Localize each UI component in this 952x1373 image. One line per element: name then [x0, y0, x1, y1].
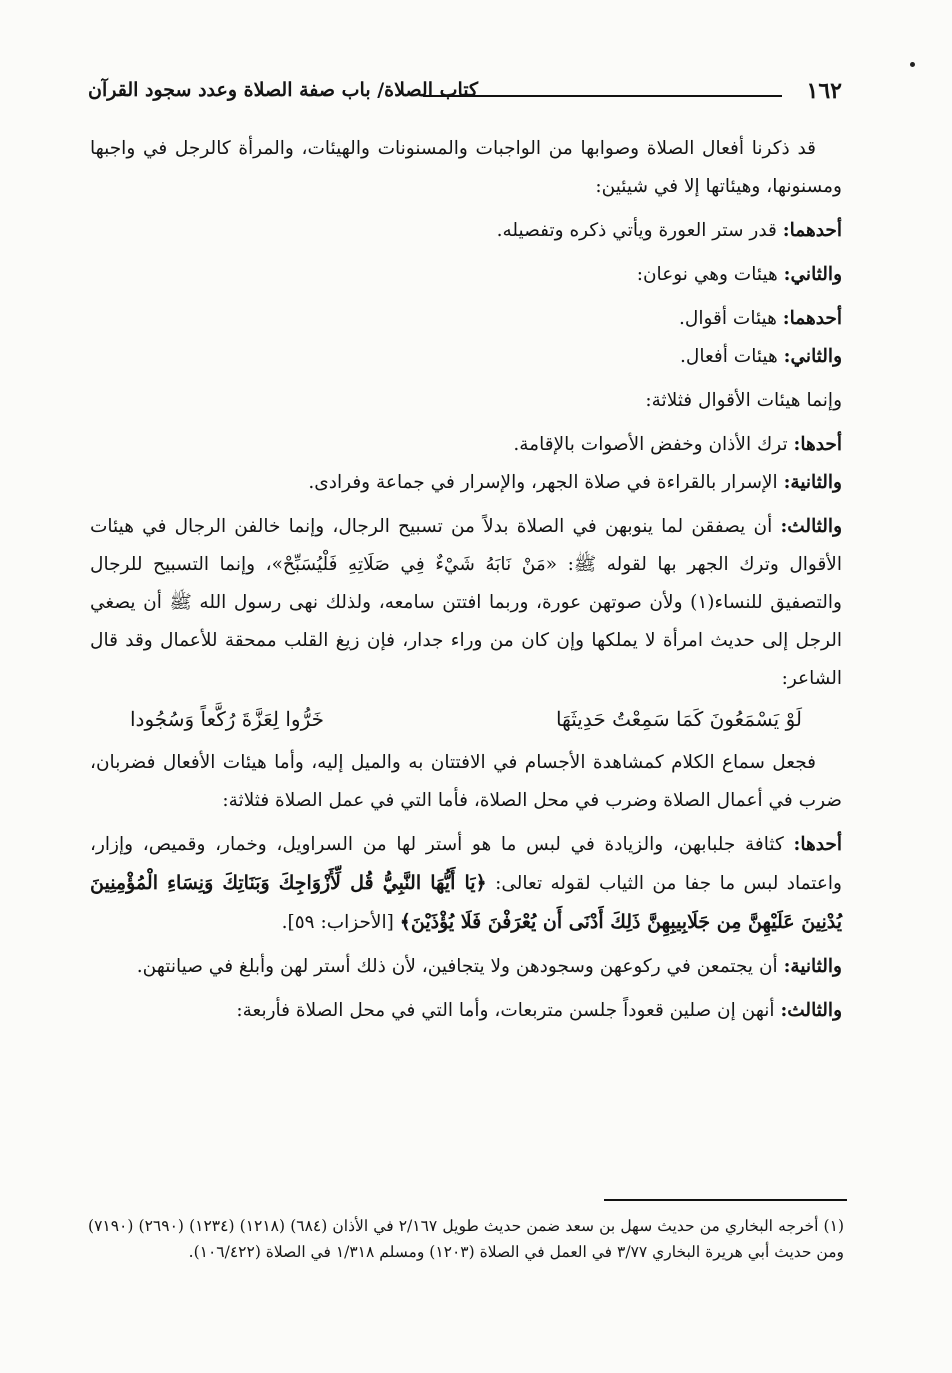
second-difference: [90, 256, 842, 294]
item-text: هيئات وهي نوعان:: [636, 264, 778, 285]
first-difference: [90, 212, 842, 250]
action-form-two: [90, 948, 842, 986]
type-two: [90, 338, 842, 376]
verse-reference: [الأحزاب: ٥٩].: [281, 912, 394, 933]
item-text: هيئات أفعال.: [680, 346, 778, 367]
item-label: والثانية:: [783, 956, 842, 977]
speech-form-one: [90, 426, 842, 464]
action-form-three: [90, 992, 842, 1030]
item-label: أحدهما:: [782, 308, 842, 329]
footnote-rule: [604, 1199, 847, 1201]
item-label: والثاني:: [783, 346, 842, 367]
speech-forms-heading: وإنما هيئات الأقوال فثلاثة:: [645, 390, 842, 411]
item-text: أنهن إن صلين قعوداً جلسن متربعات، وأما التي في محل الصلاة فأربعة:: [236, 1000, 775, 1021]
running-title: كتاب الصلاة/ باب صفة الصلاة وعدد سجود القرآن: [88, 79, 479, 101]
item-text: أن يجتمعن في ركوعهن وسجودهن ولا يتجافين، لأن ذلك أستر لهن وأبلغ في صيانتهن.: [136, 956, 778, 977]
quran-verse: ﴿يَا أَيُّهَا النَّبِيُّ قُل لِّأَزْوَاجِكَ وَبَنَاتِكَ وَنِسَاءِ الْمُؤْمِنِينَ يُدْنِينَ عَلَيْهِنَّ مِن جَلَابِيبِهِنَّ ذَلِكَ أَدْنَى أَن يُعْرَفْنَ فَلَا يُؤْذَيْنَ﴾: [90, 872, 842, 933]
item-label: والثالث:: [780, 1000, 842, 1021]
item-text: هيئات أقوال.: [679, 308, 777, 329]
item-text: كثافة جلبابهن، والزيادة في لبس ما هو أستر لها من السراويل، وخمار، وقميص، وإزار، واعتماد لبس ما جفا من الثياب لقوله تعالى:: [90, 834, 842, 894]
item-label: والثالث:: [780, 516, 842, 537]
poem-second-hemistich: خَرُّوا لِعَزَّةَ رُكَّعاً وَسُجُودا: [130, 707, 324, 731]
page-speck: [910, 62, 915, 67]
page-header: [88, 78, 842, 108]
item-text: الإسرار بالقراءة في صلاة الجهر، والإسرار في جماعة وفرادى.: [308, 472, 778, 493]
item-label: أحدهما:: [782, 220, 842, 241]
actions-paragraph: فجعل سماع الكلام كمشاهدة الأجسام في الافتتان به والميل إليه، وأما هيئات الأفعال فضربان، ضرب في أعمال الصلاة وضرب في محل الصلاة، فأما التي في عمل الصلاة فثلاثة:: [90, 752, 842, 811]
intro-paragraph: قد ذكرنا أفعال الصلاة وصوابها من الواجبات والمسنونات والهيئات، والمرأة كالرجل في واجبها ومسنونها، وهيئاتها إلا في شيئين:: [90, 138, 842, 197]
poem-verse: [90, 698, 842, 738]
item-text: أن يصفقن لما ينوبهن في الصلاة بدلاً من تسبيح الرجال، وإنما خالفن الرجال في هيئات الأقوال وترك الجهر بها لقوله ﷺ: «مَنْ نَابَهُ شَيْءٌ فِي صَلَاتِهِ فَلْيُسَبِّحْ»، وإنما التسبيح للرجال والتصفيق للنساء(١) ولأن صوتهن عورة، وربما افتتن سامعه، ولذلك نهى رسول الله ﷺ أن يصغي الرجل إلى حديث امرأة لا يملكها وإن كان من وراء جدار، فإن زيغ القلب ممحقة للأعمال وقد قال الشاعر:: [90, 516, 842, 689]
action-form-one: [90, 826, 842, 942]
item-label: أحدها:: [793, 434, 842, 455]
page-number: ١٦٢: [806, 78, 842, 104]
item-text: قدر ستر العورة ويأتي ذكره وتفصيله.: [496, 220, 777, 241]
page-body: [90, 130, 842, 1030]
item-text: ترك الأذان وخفض الأصوات بالإقامة.: [513, 434, 788, 455]
footnote: [88, 1213, 844, 1265]
speech-form-two: [90, 464, 842, 502]
item-label: والثاني:: [783, 264, 842, 285]
footnote-text: (١) أخرجه البخاري من حديث سهل بن سعد ضمن حديث طويل ٢/١٦٧ في الأذان (٦٨٤) (١٢١٨) (١٢٣٤) (٢٦٩٠) (٧١٩٠) ومن حديث أبي هريرة البخاري ٣/٧٧ في العمل في الصلاة (١٢٠٣) ومسلم ١/٣١٨ في الصلاة (١٠٦/٤٢٢).: [88, 1217, 844, 1261]
item-label: والثانية:: [783, 472, 842, 493]
poem-first-hemistich: لَوْ يَسْمَعُونَ كَمَا سَمِعْتُ حَدِيثَهَا: [555, 707, 802, 731]
item-label: أحدها:: [793, 834, 842, 855]
speech-form-three: [90, 508, 842, 698]
type-one: [90, 300, 842, 338]
